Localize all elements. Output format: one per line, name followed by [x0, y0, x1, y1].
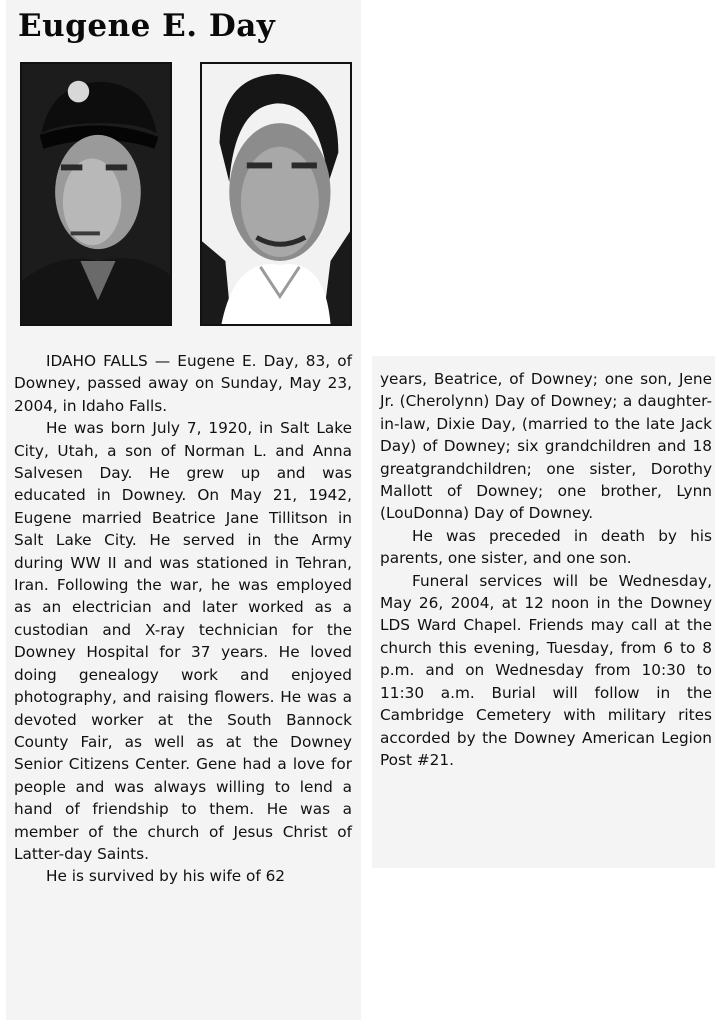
portrait-elderly-man-photo	[200, 62, 352, 326]
portrait-soldier-photo	[20, 62, 172, 326]
obituary-left-column	[14, 350, 352, 888]
obituary-paragraph-6: Funeral services will be Wednesday, May 26, 2004, at 12 noon in the Downey LDS Ward Chapel. Friends may call at the church this evening, Tuesday, from 6 to 8 p.m. and on Wednesday from 10:30 to 11:30 a.m. Burial will follow in the Cambridge Cemetery with military rites accorded by the Downey American Legion Post #21.	[380, 571, 712, 769]
obituary-paragraph-3: He is survived by his wife of 62	[46, 867, 286, 886]
obituary-right-column	[380, 368, 712, 771]
headline: Eugene E. Day	[18, 8, 276, 44]
obituary-paragraph-5: He was preceded in death by his parents, one sister, and one son.	[380, 526, 712, 568]
obituary-paragraph-2: He was born July 7, 1920, in Salt Lake City, Utah, a son of Norman L. and Anna Salvesen Day. He grew up and was educated in Downey. On May 21, 1942, Eugene married Beatrice Jane Tillitson in Salt Lake City. He served in the Army during WW II and was stationed in Tehran, Iran. Following the war, he was employed as an electrician and later worked as a custodian and X-ray technician for the Downey Hospital for 37 years. He loved doing genealogy work and enjoyed photography, and raising flowers. He was a devoted worker at the South Bannock County Fair, as well as at the Downey Senior Citizens Center. Gene had a love for people and was always willing to lend a hand of friendship to them. He was a member of the church of Jesus Christ of Latter-day Saints.	[14, 419, 352, 863]
obituary-paragraph-4: years, Beatrice, of Downey; one son, Jene Jr. (Cherolynn) Day of Downey; a daughter-in-law, Dixie Day, (married to the late Jack Day) of Downey; six grandchildren and 18 greatgrandchildren; one sister, Dorothy Mallott of Downey; one brother, Lynn (LouDonna) Day of Downey.	[380, 370, 712, 523]
obituary-paragraph-1: IDAHO FALLS — Eugene E. Day, 83, of Downey, passed away on Sunday, May 23, 2004, in Idaho Falls.	[14, 352, 352, 415]
